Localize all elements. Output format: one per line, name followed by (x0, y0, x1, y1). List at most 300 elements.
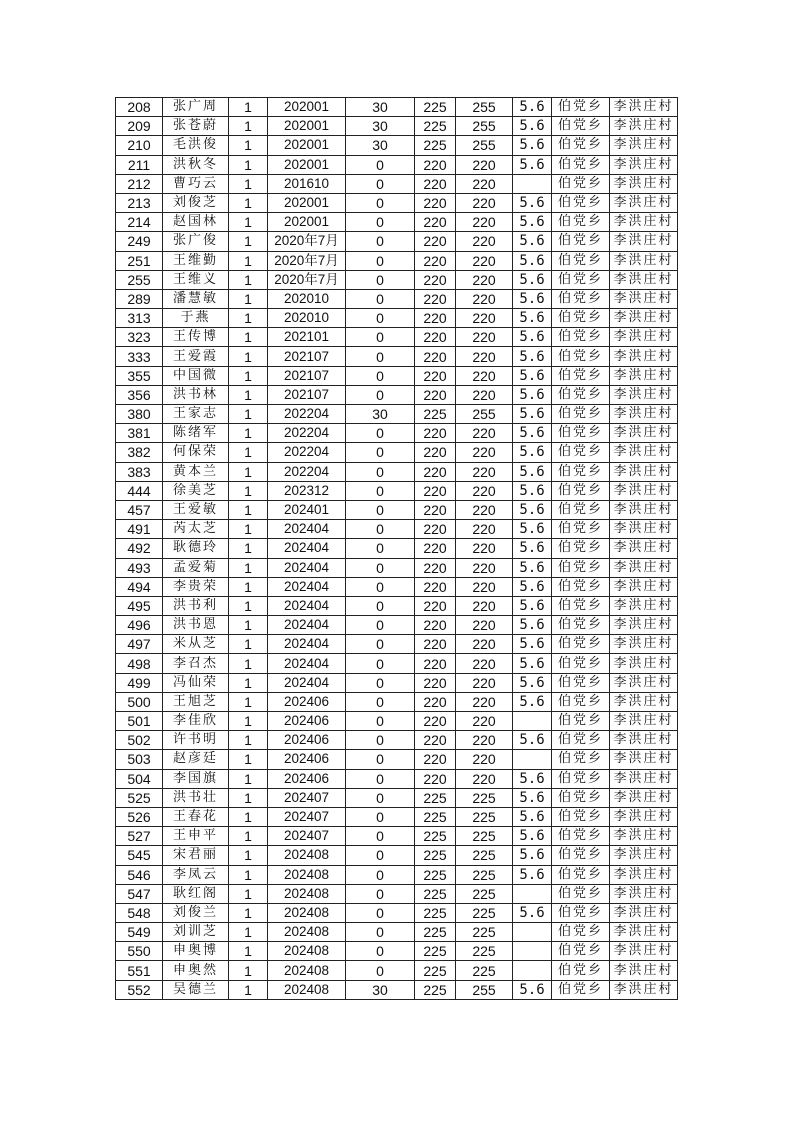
amount-b-cell: 225 (415, 807, 456, 826)
amount-a-cell: 0 (346, 558, 415, 577)
name-cell: 黄本兰 (163, 462, 229, 481)
village-cell: 李洪庄村 (610, 328, 678, 347)
amount-a-cell: 0 (346, 596, 415, 615)
amount-b-cell: 220 (415, 155, 456, 174)
village-cell: 李洪庄村 (610, 270, 678, 289)
date-cell: 202404 (268, 616, 346, 635)
amount-a-cell: 0 (346, 961, 415, 980)
amount-b-cell: 220 (415, 750, 456, 769)
amount-b-cell: 225 (415, 961, 456, 980)
subsidy-cell: 5.6 (513, 366, 552, 385)
township-cell: 伯党乡 (552, 846, 610, 865)
township-cell: 伯党乡 (552, 884, 610, 903)
table-row (116, 309, 678, 328)
row-number-cell: 548 (116, 903, 163, 922)
village-cell: 李洪庄村 (610, 558, 678, 577)
table-row (116, 961, 678, 980)
total-cell: 220 (456, 577, 513, 596)
name-cell: 刘训芝 (163, 923, 229, 942)
total-cell: 220 (456, 424, 513, 443)
amount-a-cell: 0 (346, 174, 415, 193)
village-cell: 李洪庄村 (610, 980, 678, 999)
row-number-cell: 549 (116, 923, 163, 942)
table-row (116, 117, 678, 136)
subsidy-cell: 5.6 (513, 289, 552, 308)
amount-b-cell: 220 (415, 769, 456, 788)
name-cell: 毛洪俊 (163, 136, 229, 155)
village-cell: 李洪庄村 (610, 251, 678, 270)
name-cell: 耿德玲 (163, 539, 229, 558)
amount-a-cell: 0 (346, 347, 415, 366)
amount-a-cell: 0 (346, 443, 415, 462)
total-cell: 220 (456, 213, 513, 232)
subsidy-cell: 5.6 (513, 443, 552, 462)
village-cell: 李洪庄村 (610, 577, 678, 596)
table-row (116, 616, 678, 635)
amount-b-cell: 220 (415, 270, 456, 289)
amount-b-cell: 225 (415, 942, 456, 961)
row-number-cell: 251 (116, 251, 163, 270)
row-number-cell: 492 (116, 539, 163, 558)
township-cell: 伯党乡 (552, 289, 610, 308)
subsidy-cell: 5.6 (513, 788, 552, 807)
township-cell: 伯党乡 (552, 673, 610, 692)
total-cell: 225 (456, 788, 513, 807)
date-cell: 2020年7月 (268, 251, 346, 270)
village-cell: 李洪庄村 (610, 289, 678, 308)
count-cell: 1 (229, 232, 268, 251)
name-cell: 王旭芝 (163, 692, 229, 711)
name-cell: 李召杰 (163, 654, 229, 673)
amount-b-cell: 225 (415, 827, 456, 846)
township-cell: 伯党乡 (552, 481, 610, 500)
subsidy-cell: 5.6 (513, 731, 552, 750)
amount-a-cell: 30 (346, 405, 415, 424)
count-cell: 1 (229, 174, 268, 193)
total-cell: 220 (456, 616, 513, 635)
subsidy-cell: 5.6 (513, 903, 552, 922)
total-cell: 255 (456, 98, 513, 117)
name-cell: 宋君丽 (163, 846, 229, 865)
count-cell: 1 (229, 155, 268, 174)
village-cell: 李洪庄村 (610, 903, 678, 922)
date-cell: 202404 (268, 596, 346, 615)
township-cell: 伯党乡 (552, 366, 610, 385)
village-cell: 李洪庄村 (610, 136, 678, 155)
date-cell: 202107 (268, 385, 346, 404)
table-row (116, 865, 678, 884)
amount-a-cell: 0 (346, 616, 415, 635)
date-cell: 202001 (268, 213, 346, 232)
row-number-cell: 550 (116, 942, 163, 961)
township-cell: 伯党乡 (552, 462, 610, 481)
total-cell: 220 (456, 769, 513, 788)
table-row (116, 232, 678, 251)
name-cell: 徐美芝 (163, 481, 229, 500)
date-cell: 202408 (268, 980, 346, 999)
amount-b-cell: 220 (415, 712, 456, 731)
village-cell: 李洪庄村 (610, 539, 678, 558)
township-cell: 伯党乡 (552, 347, 610, 366)
amount-b-cell: 220 (415, 193, 456, 212)
amount-b-cell: 220 (415, 558, 456, 577)
subsidy-cell: 5.6 (513, 462, 552, 481)
village-cell: 李洪庄村 (610, 865, 678, 884)
name-cell: 李佳欣 (163, 712, 229, 731)
date-cell: 202404 (268, 673, 346, 692)
name-cell: 芮太芝 (163, 520, 229, 539)
row-number-cell: 499 (116, 673, 163, 692)
name-cell: 申奥然 (163, 961, 229, 980)
name-cell: 张苍蔚 (163, 117, 229, 136)
amount-a-cell: 0 (346, 923, 415, 942)
subsidy-cell: 5.6 (513, 635, 552, 654)
date-cell: 202406 (268, 731, 346, 750)
date-cell: 202406 (268, 750, 346, 769)
name-cell: 王家志 (163, 405, 229, 424)
amount-a-cell: 0 (346, 635, 415, 654)
amount-b-cell: 220 (415, 328, 456, 347)
count-cell: 1 (229, 846, 268, 865)
township-cell: 伯党乡 (552, 635, 610, 654)
date-cell: 202404 (268, 654, 346, 673)
row-number-cell: 551 (116, 961, 163, 980)
amount-b-cell: 220 (415, 366, 456, 385)
amount-a-cell: 0 (346, 309, 415, 328)
village-cell: 李洪庄村 (610, 942, 678, 961)
row-number-cell: 546 (116, 865, 163, 884)
village-cell: 李洪庄村 (610, 309, 678, 328)
date-cell: 202408 (268, 923, 346, 942)
name-cell: 洪书恩 (163, 616, 229, 635)
township-cell: 伯党乡 (552, 520, 610, 539)
row-number-cell: 547 (116, 884, 163, 903)
date-cell: 202001 (268, 98, 346, 117)
count-cell: 1 (229, 923, 268, 942)
subsidy-cell: 5.6 (513, 309, 552, 328)
count-cell: 1 (229, 731, 268, 750)
count-cell: 1 (229, 980, 268, 999)
subsidy-cell: 5.6 (513, 558, 552, 577)
amount-b-cell: 220 (415, 462, 456, 481)
count-cell: 1 (229, 616, 268, 635)
village-cell: 李洪庄村 (610, 827, 678, 846)
count-cell: 1 (229, 788, 268, 807)
date-cell: 202401 (268, 500, 346, 519)
count-cell: 1 (229, 347, 268, 366)
total-cell: 225 (456, 903, 513, 922)
village-cell: 李洪庄村 (610, 788, 678, 807)
name-cell: 张广周 (163, 98, 229, 117)
table-row (116, 712, 678, 731)
table-row (116, 884, 678, 903)
subsidy-cell: 5.6 (513, 193, 552, 212)
amount-a-cell: 0 (346, 577, 415, 596)
name-cell: 洪书利 (163, 596, 229, 615)
amount-b-cell: 225 (415, 980, 456, 999)
amount-a-cell: 30 (346, 980, 415, 999)
row-number-cell: 495 (116, 596, 163, 615)
township-cell: 伯党乡 (552, 193, 610, 212)
row-number-cell: 526 (116, 807, 163, 826)
amount-a-cell: 30 (346, 136, 415, 155)
row-number-cell: 552 (116, 980, 163, 999)
amount-a-cell: 0 (346, 270, 415, 289)
date-cell: 202407 (268, 788, 346, 807)
total-cell: 220 (456, 251, 513, 270)
amount-b-cell: 220 (415, 539, 456, 558)
date-cell: 202408 (268, 865, 346, 884)
row-number-cell: 382 (116, 443, 163, 462)
village-cell: 李洪庄村 (610, 884, 678, 903)
count-cell: 1 (229, 366, 268, 385)
name-cell: 冯仙荣 (163, 673, 229, 692)
amount-a-cell: 0 (346, 462, 415, 481)
total-cell: 220 (456, 347, 513, 366)
township-cell: 伯党乡 (552, 405, 610, 424)
date-cell: 202001 (268, 136, 346, 155)
amount-b-cell: 225 (415, 846, 456, 865)
table-row (116, 558, 678, 577)
total-cell: 220 (456, 328, 513, 347)
total-cell: 220 (456, 520, 513, 539)
row-number-cell: 500 (116, 692, 163, 711)
subsidy-cell: 5.6 (513, 213, 552, 232)
name-cell: 何保荣 (163, 443, 229, 462)
name-cell: 刘俊兰 (163, 903, 229, 922)
amount-a-cell: 0 (346, 328, 415, 347)
date-cell: 202001 (268, 117, 346, 136)
count-cell: 1 (229, 539, 268, 558)
row-number-cell: 497 (116, 635, 163, 654)
amount-a-cell: 30 (346, 98, 415, 117)
amount-a-cell: 0 (346, 213, 415, 232)
name-cell: 刘俊芝 (163, 193, 229, 212)
village-cell: 李洪庄村 (610, 443, 678, 462)
total-cell: 220 (456, 712, 513, 731)
table-row (116, 251, 678, 270)
row-number-cell: 383 (116, 462, 163, 481)
amount-b-cell: 225 (415, 923, 456, 942)
amount-a-cell: 0 (346, 500, 415, 519)
amount-b-cell: 220 (415, 289, 456, 308)
count-cell: 1 (229, 827, 268, 846)
total-cell: 220 (456, 289, 513, 308)
total-cell: 220 (456, 155, 513, 174)
total-cell: 225 (456, 865, 513, 884)
subsidy-cell: 5.6 (513, 385, 552, 404)
name-cell: 陈绪军 (163, 424, 229, 443)
total-cell: 220 (456, 692, 513, 711)
subsidy-cell: 5.6 (513, 98, 552, 117)
township-cell: 伯党乡 (552, 558, 610, 577)
township-cell: 伯党乡 (552, 174, 610, 193)
village-cell: 李洪庄村 (610, 520, 678, 539)
village-cell: 李洪庄村 (610, 692, 678, 711)
count-cell: 1 (229, 942, 268, 961)
count-cell: 1 (229, 558, 268, 577)
row-number-cell: 498 (116, 654, 163, 673)
total-cell: 220 (456, 731, 513, 750)
amount-a-cell: 0 (346, 712, 415, 731)
amount-a-cell: 0 (346, 788, 415, 807)
count-cell: 1 (229, 481, 268, 500)
township-cell: 伯党乡 (552, 443, 610, 462)
date-cell: 202001 (268, 155, 346, 174)
name-cell: 王爱霞 (163, 347, 229, 366)
table-row (116, 923, 678, 942)
row-number-cell: 457 (116, 500, 163, 519)
row-number-cell: 493 (116, 558, 163, 577)
name-cell: 李凤云 (163, 865, 229, 884)
township-cell: 伯党乡 (552, 980, 610, 999)
amount-b-cell: 220 (415, 731, 456, 750)
count-cell: 1 (229, 443, 268, 462)
amount-b-cell: 220 (415, 174, 456, 193)
subsidy-cell: 5.6 (513, 673, 552, 692)
table-row (116, 520, 678, 539)
village-cell: 李洪庄村 (610, 712, 678, 731)
count-cell: 1 (229, 865, 268, 884)
township-cell: 伯党乡 (552, 827, 610, 846)
count-cell: 1 (229, 807, 268, 826)
name-cell: 王维义 (163, 270, 229, 289)
village-cell: 李洪庄村 (610, 155, 678, 174)
amount-a-cell: 0 (346, 807, 415, 826)
date-cell: 202408 (268, 942, 346, 961)
row-number-cell: 214 (116, 213, 163, 232)
subsidy-cell: 5.6 (513, 270, 552, 289)
amount-b-cell: 220 (415, 443, 456, 462)
name-cell: 洪秋冬 (163, 155, 229, 174)
name-cell: 米从芝 (163, 635, 229, 654)
date-cell: 202404 (268, 520, 346, 539)
table-row (116, 481, 678, 500)
table-row (116, 155, 678, 174)
table-row (116, 903, 678, 922)
date-cell: 202404 (268, 635, 346, 654)
table-row (116, 827, 678, 846)
township-cell: 伯党乡 (552, 750, 610, 769)
row-number-cell: 494 (116, 577, 163, 596)
date-cell: 2020年7月 (268, 270, 346, 289)
subsidy-cell: 5.6 (513, 865, 552, 884)
village-cell: 李洪庄村 (610, 961, 678, 980)
date-cell: 202204 (268, 424, 346, 443)
village-cell: 李洪庄村 (610, 347, 678, 366)
row-number-cell: 313 (116, 309, 163, 328)
subsidy-cell: 5.6 (513, 980, 552, 999)
township-cell: 伯党乡 (552, 424, 610, 443)
total-cell: 220 (456, 193, 513, 212)
date-cell: 202204 (268, 405, 346, 424)
total-cell: 220 (456, 500, 513, 519)
row-number-cell: 333 (116, 347, 163, 366)
total-cell: 220 (456, 385, 513, 404)
subsidy-cell: 5.6 (513, 807, 552, 826)
amount-a-cell: 0 (346, 750, 415, 769)
total-cell: 220 (456, 366, 513, 385)
amount-a-cell: 0 (346, 731, 415, 750)
count-cell: 1 (229, 750, 268, 769)
amount-a-cell: 0 (346, 289, 415, 308)
table-row (116, 807, 678, 826)
count-cell: 1 (229, 328, 268, 347)
subsidy-cell: 5.6 (513, 577, 552, 596)
subsidy-cell: 5.6 (513, 155, 552, 174)
village-cell: 李洪庄村 (610, 596, 678, 615)
name-cell: 王申平 (163, 827, 229, 846)
records-table (115, 97, 678, 1000)
amount-b-cell: 225 (415, 865, 456, 884)
table-row (116, 980, 678, 999)
date-cell: 202407 (268, 807, 346, 826)
amount-a-cell: 0 (346, 520, 415, 539)
amount-b-cell: 220 (415, 500, 456, 519)
date-cell: 202408 (268, 961, 346, 980)
row-number-cell: 525 (116, 788, 163, 807)
table-row (116, 788, 678, 807)
row-number-cell: 444 (116, 481, 163, 500)
row-number-cell: 503 (116, 750, 163, 769)
subsidy-cell (513, 174, 552, 193)
subsidy-cell (513, 712, 552, 731)
table-row (116, 193, 678, 212)
row-number-cell: 380 (116, 405, 163, 424)
amount-a-cell: 0 (346, 692, 415, 711)
name-cell: 申奥博 (163, 942, 229, 961)
village-cell: 李洪庄村 (610, 98, 678, 117)
name-cell: 王传博 (163, 328, 229, 347)
table-row (116, 731, 678, 750)
amount-a-cell: 0 (346, 827, 415, 846)
village-cell: 李洪庄村 (610, 424, 678, 443)
total-cell: 220 (456, 654, 513, 673)
amount-b-cell: 220 (415, 673, 456, 692)
village-cell: 李洪庄村 (610, 193, 678, 212)
village-cell: 李洪庄村 (610, 385, 678, 404)
date-cell: 202406 (268, 712, 346, 731)
amount-b-cell: 220 (415, 347, 456, 366)
amount-b-cell: 225 (415, 136, 456, 155)
amount-b-cell: 220 (415, 577, 456, 596)
village-cell: 李洪庄村 (610, 481, 678, 500)
row-number-cell: 496 (116, 616, 163, 635)
amount-b-cell: 220 (415, 481, 456, 500)
total-cell: 225 (456, 961, 513, 980)
total-cell: 220 (456, 750, 513, 769)
village-cell: 李洪庄村 (610, 616, 678, 635)
amount-a-cell: 0 (346, 232, 415, 251)
date-cell: 202107 (268, 366, 346, 385)
table-row (116, 405, 678, 424)
township-cell: 伯党乡 (552, 596, 610, 615)
table-row (116, 174, 678, 193)
total-cell: 225 (456, 923, 513, 942)
row-number-cell: 501 (116, 712, 163, 731)
table-row (116, 769, 678, 788)
township-cell: 伯党乡 (552, 155, 610, 174)
total-cell: 220 (456, 596, 513, 615)
township-cell: 伯党乡 (552, 213, 610, 232)
name-cell: 耿红阁 (163, 884, 229, 903)
table-row (116, 443, 678, 462)
table-row (116, 366, 678, 385)
village-cell: 李洪庄村 (610, 673, 678, 692)
village-cell: 李洪庄村 (610, 923, 678, 942)
amount-b-cell: 220 (415, 635, 456, 654)
row-number-cell: 289 (116, 289, 163, 308)
